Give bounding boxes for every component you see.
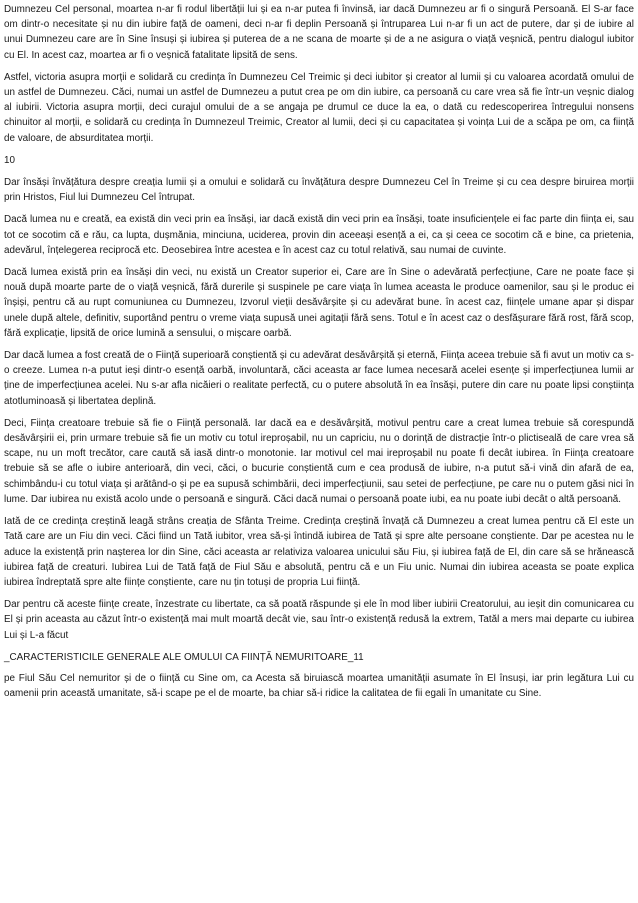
paragraph-6: Dar dacă lumea a fost creată de o Ființă superioară conștientă și cu adevărat desăvârșită și eternă, Ființa aceea trebuie să fi avut un motiv ca s-o creeze. Lumea n-a putut ieși dintr-o esență oarbă, involuntară, căci aceasta ar face lumea necesară acelei esențe și imperfecțiunea lumii ar ține de imperfecțiunea acelei. Nu s-ar afla nicăieri o realitate perfectă, cu o putere absolută în ea însăși, putere din care nu poate lipsi conștiința atotluminoasă și libertatea deplină. [4,350,634,407]
paragraph-3: Dar însăși învățătura despre creația lumii și a omului e solidară cu învățătura despre Dumnezeu Cel în Treime și cu cea despre biruirea morții prin Hristos, Fiul lui Dumnezeu Cel întrupat. [4,177,634,204]
paragraph-4: Dacă lumea nu e creată, ea există din veci prin ea însăși, iar dacă există din veci prin ea însăși, toate insuficiențele ei fac parte din ființa ei, sau tot ce socotim că e rău, ca lupta, dușmănia, minciuna, uciderea, provin din aceeași esență a ei, ca și ceea ce socotim că e bine, ca prietenia, adevărul, înțelegerea reciprocă etc. Deosebirea între acestea e în acest caz cu totul relativă, sau numai de cuvinte. [4,214,634,256]
paragraph-8: Iată de ce credința creștină leagă strâns creația de Sfânta Treime. Credința creștină învață că Dumnezeu a creat lumea pentru că El este un Tată care are un Fiu din veci. Căci fiind un Tată iubitor, vrea să-și întindă iubirea de Tată și spre alte persoane conștiente. Dar pe acestea nu le aduce la existență prin nașterea lor din Sine, căci aceasta ar relativiza valoarea unicului său Fiu, și iubirea față de El, din care să se hrănească iubirea față de creaturi. Iubirea Lui de Tată față de Fiul Său e absolută, pentru că e un Fiu unic. Numai din iubirea aceasta se poate explica iubirea îndreptată spre alte ființe conștiente, care nu țin totuși de propria Lui ființă. [4,516,634,588]
page-number-marker: 10 [4,154,15,166]
paragraph-10: pe Fiul Său Cel nemuritor și de o ființă cu Sine om, ca Acesta să biruiască moartea umanității asumate în El însuși, iar prin legătura Lui cu oamenii prin această umanitate, să-i scape pe el de moarte, ba chiar să-i ridice la calitatea de fii egali în umanitate cu Sine. [4,672,634,700]
paragraph-1: Dumnezeu Cel personal, moartea n-ar fi rodul libertății lui și ea n-ar putea fi învinsă, iar dacă Dumnezeu ar fi o singură Persoană. El S-ar face om dintr-o necesitate și nu din iubire față de oameni, deci n-ar fi deplin Persoană și întruparea Lui n-ar fi un act de putere, dar și de iubire al unui Dumnezeu care are în Sine însuși și iubirea și puterea de a ne scana de moarte și de a ne asigura o viață veșnică, pentru dialogul iubitor cu El. In acest caz, moartea ar fi o veșnică fatalitate lipsită de sens. [4,4,634,61]
running-header: _CARACTERISTICILE GENERALE ALE OMULUI CA FIINȚĂ NEMURITOARE_11 [4,651,364,663]
paragraph-9: Dar pentru că aceste ființe create, înzestrate cu libertate, ca să poată răspunde și ele în mod liber iubirii Creatorului, au ieșit din comunicarea cu El și prin aceasta au căzut într-o existență mai mult moartă decât vie, sau într-o existență redusă la extrem, Tatăl a mers mai departe cu iubirea Lui și L-a făcut [4,599,634,641]
paragraph-5: Dacă lumea există prin ea însăși din veci, nu există un Creator superior ei, Care are în Sine o adevărată perfecțiune, Care ne poate face și nouă după moarte parte de o viață veșnică, fără durerile și suspinele pe care viața în lumea aceasta le produce oamenilor, sau și le produc ei înșiși, pentru că au rupt comuniunea cu Dumnezeu, Izvorul vieții desăvârșite și cu adevărat bune. în acest caz, ființele umane apar și dispar unele după altele, definitiv, suportând pentru o vreme viața supusă unei agitații fără sens. Totul e în acest caz o desfășurare fără rost, fără scop, fără explicație, lipsită de orice lumină a sensului, o mișcare oarbă. [4,267,634,339]
paragraph-2: Astfel, victoria asupra morții e solidară cu credința în Dumnezeu Cel Treimic și deci iubitor și creator al lumii și cu valoarea acordată omului de un astfel de Dumnezeu. Căci, numai un astfel de Dumnezeu a putut crea pe om din iubire, ca persoană cu care vrea să fie într-un veșnic dialog al iubirii. Victoria asupra morții, deci curajul omului de a se angaja pe drumul ce duce la ea, o dată cu redescoperirea întregului nonsens chinuitor al morții, e solidară cu credința în Dumnezeul Treimic, Creator al lumii, deci și cu capacitatea și voința Lui de a scăpa pe om, ca ființă de valoare, de absurditatea morții. [4,71,634,144]
paragraph-7: Deci, Ființa creatoare trebuie să fie o Ființă personală. Iar dacă ea e desăvârșită, motivul pentru care a creat lumea trebuie să corespundă desăvârșirii ei, prin urmare trebuie să fie un motiv cu totul ireproșabil, nu un capriciu, nu o dorință de distracție într-o plictiseală de care vrea să scape, nu un moft trecător, care caută să iasă dintr-o monotonie. Iar motivul cel mai ireproșabil nu poate fi decât iubirea. în Ființa creatoare trebuie să se afle o iubire anterioară, din veci, căci, o bucurie conștientă cum e cea produsă de iubire, n-a putut să-i vină din afară de ea, schimbându-i cu totul viața și arătând-o și pe ea supusă schimbării, deci imperfecțiunii, sau setei de perfecțiune, pe care nu o putem găsi nici în lume. Dar iubirea nu există acolo unde o persoană e singură. Căci dacă numai o persoană poate iubi, ea nu poate iubi decât o altă persoană. [4,417,634,505]
